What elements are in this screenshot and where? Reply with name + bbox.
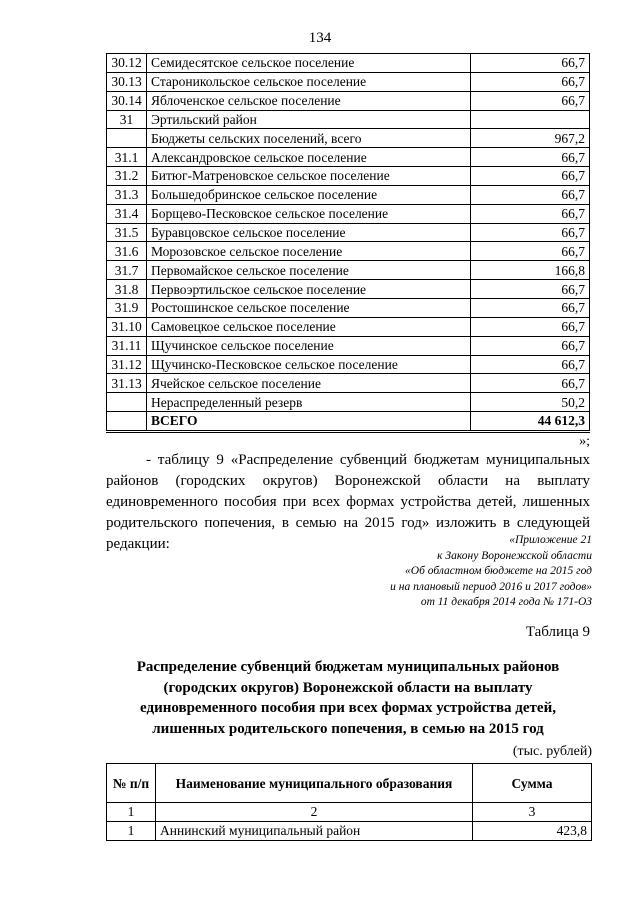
row-value: 66,7: [471, 148, 590, 167]
title-line: (городских округов) Воронежской области на выплату: [163, 679, 533, 696]
amendment-instruction: - таблицу 9 «Распределение субвенций бюджетам муниципальных районов (городских округов) Воронежской области на выплату единовременного пособия при всех формах устройства детей, лишенных родительского попечения, в семью на 2015 год» изложить в следующей редакции:: [106, 452, 590, 552]
appendix-line: «Об областном бюджете на 2015 год: [405, 565, 592, 577]
row-value: 66,7: [471, 223, 590, 242]
row-name: Буравцовское сельское поселение: [147, 223, 471, 242]
table-row: [107, 204, 590, 223]
header-sum: Сумма: [473, 764, 592, 803]
row-name: Староникольское сельское поселение: [147, 72, 471, 91]
table-row: [107, 129, 590, 148]
table-row: [107, 821, 592, 840]
title-line: Распределение субвенций бюджетам муниципальных районов: [136, 659, 560, 675]
allocation-table: [106, 53, 590, 433]
row-name: Александровское сельское поселение: [147, 148, 471, 167]
title-line: единовременного пособия при всех формах устройства детей,: [140, 700, 556, 716]
appendix-line: «Приложение 21: [509, 534, 592, 546]
row-value: 66,7: [471, 91, 590, 110]
row-number: 30.14: [107, 91, 147, 110]
row-value: 66,7: [471, 280, 590, 299]
table-row: [107, 374, 590, 393]
header-num: № п/п: [107, 764, 156, 803]
row-number: 1: [107, 821, 156, 840]
row-name: Битюг-Матреновское сельское поселение: [147, 167, 471, 186]
row-value: 66,7: [471, 242, 590, 261]
subvention-table: [106, 763, 592, 841]
row-value: 423,8: [473, 821, 592, 840]
row-value: 66,7: [471, 336, 590, 355]
row-name: Морозовское сельское поселение: [147, 242, 471, 261]
row-name: Первоэртильское сельское поселение: [147, 280, 471, 299]
table-header-row: [107, 764, 592, 803]
row-number: 30.13: [107, 72, 147, 91]
row-name: Щучинское сельское поселение: [147, 336, 471, 355]
row-value: [471, 110, 590, 129]
row-number: 31.8: [107, 280, 147, 299]
units-note: (тыс. рублей): [512, 744, 592, 759]
table-row: [107, 54, 590, 73]
table-row: [107, 317, 590, 336]
row-name: Борщево-Песковское сельское поселение: [147, 204, 471, 223]
column-index: 2: [156, 803, 473, 822]
header-name: Наименование муниципального образования: [156, 764, 473, 803]
row-value: 66,7: [471, 355, 590, 374]
column-index: 3: [473, 803, 592, 822]
document-title: [106, 657, 590, 739]
table-row: [107, 110, 590, 129]
row-number: 31.6: [107, 242, 147, 261]
row-number: 31.5: [107, 223, 147, 242]
row-name: Эртильский район: [147, 110, 471, 129]
row-name: Ростошинское сельское поселение: [147, 298, 471, 317]
appendix-header: [292, 533, 592, 611]
row-value: 66,7: [471, 72, 590, 91]
row-value: 967,2: [471, 129, 590, 148]
page-number: 134: [308, 30, 332, 46]
row-name: Бюджеты сельских поселений, всего: [147, 129, 471, 148]
row-value: 50,2: [471, 393, 590, 412]
row-name: Большедобринское сельское поселение: [147, 185, 471, 204]
row-value: 66,7: [471, 54, 590, 73]
row-number: [107, 412, 147, 432]
table-row: [107, 280, 590, 299]
table-row: [107, 72, 590, 91]
total-label: ВСЕГО: [147, 412, 471, 432]
row-name: Яблоченское сельское поселение: [147, 91, 471, 110]
row-number: 31.9: [107, 298, 147, 317]
title-line: лишенных родительского попечения, в семью на 2015 год: [152, 720, 544, 737]
row-number: 31.10: [107, 317, 147, 336]
appendix-line: от 11 декабря 2014 года № 171-ОЗ: [420, 596, 592, 608]
row-value: 66,7: [471, 374, 590, 393]
total-row: [107, 412, 590, 432]
row-value: 66,7: [471, 317, 590, 336]
column-index-row: [107, 803, 592, 822]
row-name: Аннинский муниципальный район: [156, 821, 473, 840]
row-number: [107, 393, 147, 412]
row-number: 31.11: [107, 336, 147, 355]
table-row: [107, 223, 590, 242]
row-number: [107, 129, 147, 148]
row-number: 30.12: [107, 54, 147, 73]
table-row: [107, 355, 590, 374]
table-row: [107, 167, 590, 186]
table-row: [107, 261, 590, 280]
row-value: 66,7: [471, 204, 590, 223]
column-index: 1: [107, 803, 156, 822]
row-name: Нераспределенный резерв: [147, 393, 471, 412]
closing-quote: »;: [579, 434, 590, 449]
table-row: [107, 242, 590, 261]
row-number: 31.3: [107, 185, 147, 204]
row-name: Ячейское сельское поселение: [147, 374, 471, 393]
table-row: [107, 148, 590, 167]
row-value: 166,8: [471, 261, 590, 280]
table-label: Таблица 9: [525, 624, 590, 640]
total-value: 44 612,3: [471, 412, 590, 432]
row-value: 66,7: [471, 298, 590, 317]
row-name: Самовецкое сельское поселение: [147, 317, 471, 336]
row-number: 31.4: [107, 204, 147, 223]
appendix-line: и на плановый период 2016 и 2017 годов»: [390, 580, 592, 593]
appendix-line: к Закону Воронежской области: [437, 549, 592, 562]
row-value: 66,7: [471, 167, 590, 186]
row-number: 31: [107, 110, 147, 129]
row-number: 31.12: [107, 355, 147, 374]
row-name: Щучинско-Песковское сельское поселение: [147, 355, 471, 374]
row-number: 31.2: [107, 167, 147, 186]
row-number: 31.1: [107, 148, 147, 167]
row-number: 31.7: [107, 261, 147, 280]
table-row: [107, 336, 590, 355]
table-row: [107, 91, 590, 110]
row-name: Первомайское сельское поселение: [147, 261, 471, 280]
row-value: 66,7: [471, 185, 590, 204]
table-row: [107, 393, 590, 412]
table-row: [107, 298, 590, 317]
row-name: Семидесятское сельское поселение: [147, 54, 471, 73]
table-row: [107, 185, 590, 204]
row-number: 31.13: [107, 374, 147, 393]
